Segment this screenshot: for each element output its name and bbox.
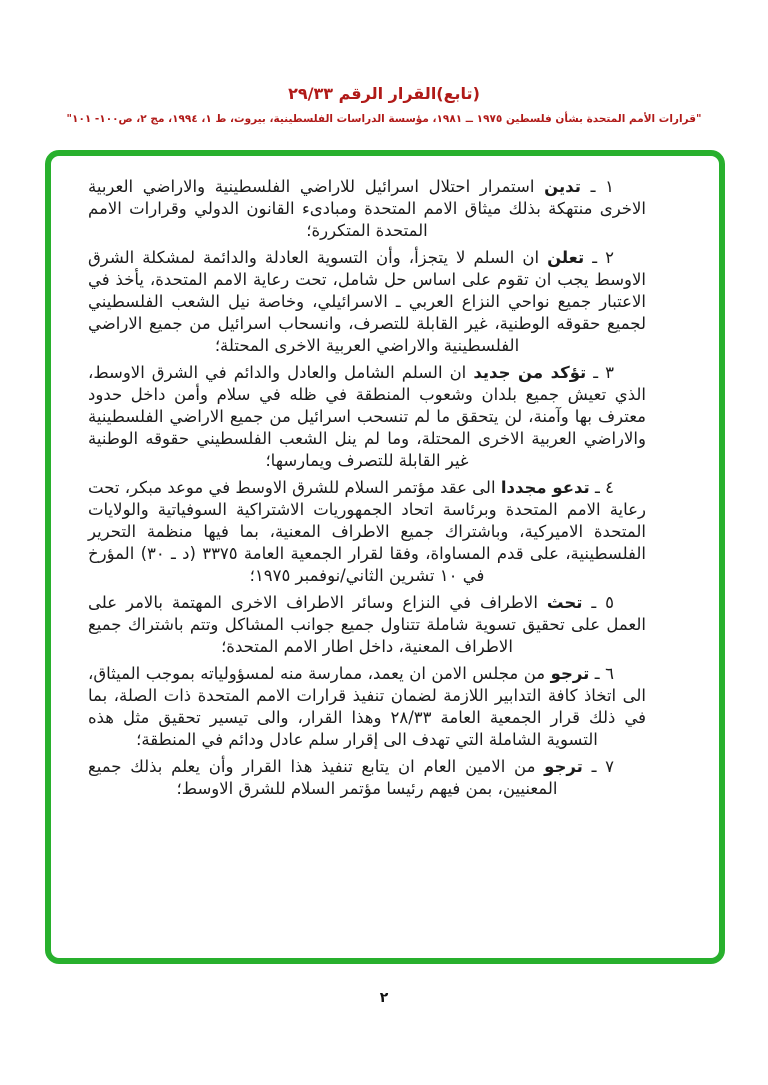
paragraph-number: ٣ ـ (593, 363, 614, 382)
resolution-paragraph (88, 477, 646, 587)
paragraph-lead-verb: تدين (544, 177, 581, 196)
paragraph-number: ٢ ـ (592, 248, 614, 267)
paragraph-number: ٥ ـ (591, 593, 614, 612)
paragraph-lead-verb: ترجو (544, 757, 583, 776)
paragraph-lead-verb: تعلن (547, 248, 585, 267)
resolution-paragraph (88, 176, 646, 242)
paragraph-text: الاطراف في النزاع وسائر الاطراف الاخرى المهتمة بالامر على العمل على تحقيق تسوية شاملة تتناول جميع جوانب المشاكل وتتم باشتراك جميع الاطراف المعنية، داخل اطار الامم المتحدة؛ (88, 593, 646, 656)
resolution-paragraph (88, 592, 646, 658)
paragraph-text: من مجلس الامن ان يعمد، ممارسة منه لمسؤولياته بموجب الميثاق، الى اتخاذ كافة التدابير اللازمة لضمان تنفيذ قرارات الامم المتحدة ذات الصلة، بما في ذلك قرار الجمعية العامة ٢٨/٣٣ وهذا القرار، والى تيسير تحقيق مثل هذه التسوية الشاملة التي تهدف الى إقرار سلم عادل ودائم في المنطقة؛ (88, 664, 646, 749)
paragraph-text: الى عقد مؤتمر السلام للشرق الاوسط في موعد مبكر، تحت رعاية الامم المتحدة وبرئاسة اتحاد الجمهوريات الاشتراكية السوفياتية والولايات المتحدة الاميركية، وباشتراك جميع الاطراف المعنية، بما فيها منظمة التحرير الفلسطينية، على قدم المساواة، وفقا لقرار الجمعية العامة ٣٣٧٥ (د ـ ٣٠) المؤرخ في ١٠ تشرين الثاني/نوفمبر ١٩٧٥؛ (88, 478, 647, 585)
paragraph-number: ٧ ـ (591, 757, 614, 776)
resolution-paragraph (88, 756, 646, 800)
paragraph-number: ٦ ـ (594, 664, 614, 683)
paragraph-text: استمرار احتلال اسرائيل للاراضي الفلسطينية والاراضي العربية الاخرى منتهكة بذلك ميثاق الامم المتحدة ومبادىء القانون الدولي وقرارات الامم المتحدة المتكررة؛ (88, 177, 646, 240)
resolution-body (88, 176, 646, 805)
paragraph-lead-verb: تحث (546, 593, 583, 612)
page-number: ٢ (379, 990, 389, 1006)
resolution-paragraph (88, 247, 646, 357)
paragraph-lead-verb: تؤكد من جديد (473, 363, 587, 382)
paragraph-number: ١ ـ (590, 177, 614, 196)
resolution-paragraph (88, 663, 646, 751)
resolution-paragraph (88, 362, 646, 472)
paragraph-text: ان السلم لا يتجزأ، وأن التسوية العادلة والدائمة لمشكلة الشرق الاوسط يجب ان تقوم على اساس حل شامل، تحت رعاية الامم المتحدة، يأخذ في الاعتبار جميع نواحي النزاع العربي ـ الاسرائيلي، وخاصة نيل الشعب الفلسطيني لجميع حقوقه الوطنية، غير القابلة للتصرف، وانسحاب اسرائيل من جميع الاراضي الفلسطينية والاراضي العربية الاخرى المحتلة؛ (88, 248, 646, 355)
paragraph-text: من الامين العام ان يتابع تنفيذ هذا القرار وأن يعلم بذلك جميع المعنيين، بمن فيهم رئيسا مؤتمر السلام للشرق الاوسط؛ (88, 757, 558, 798)
citation-line: "قرارات الأمم المتحدة بشأن فلسطين ١٩٧٥ ــ ١٩٨١، مؤسسة الدراسات الفلسطينية، بيروت، ط ١، ١٩٩٤، مج ٢، ص١٠٠- ١٠١" (66, 113, 702, 125)
paragraph-text: ان السلم الشامل والعادل والدائم في الشرق الاوسط، الذي تعيش جميع بلدان وشعوب المنطقة في ظله في سلام وأمن داخل حدود معترف بها وآمنة، لن يتحقق ما لم تنسحب اسرائيل من جميع الاراضي الفلسطينية والاراضي العربية الاخرى المحتلة، وما لم ينل الشعب الفلسطيني حقوقه الوطنية غير القابلة للتصرف ويمارسها؛ (88, 363, 646, 470)
resolution-title: (تابع)القرار الرقم ٢٩/٣٣ (288, 84, 480, 103)
paragraph-number: ٤ ـ (595, 478, 614, 497)
paragraph-lead-verb: تدعو مجددا (500, 478, 590, 497)
paragraph-lead-verb: ترجو (550, 664, 590, 683)
